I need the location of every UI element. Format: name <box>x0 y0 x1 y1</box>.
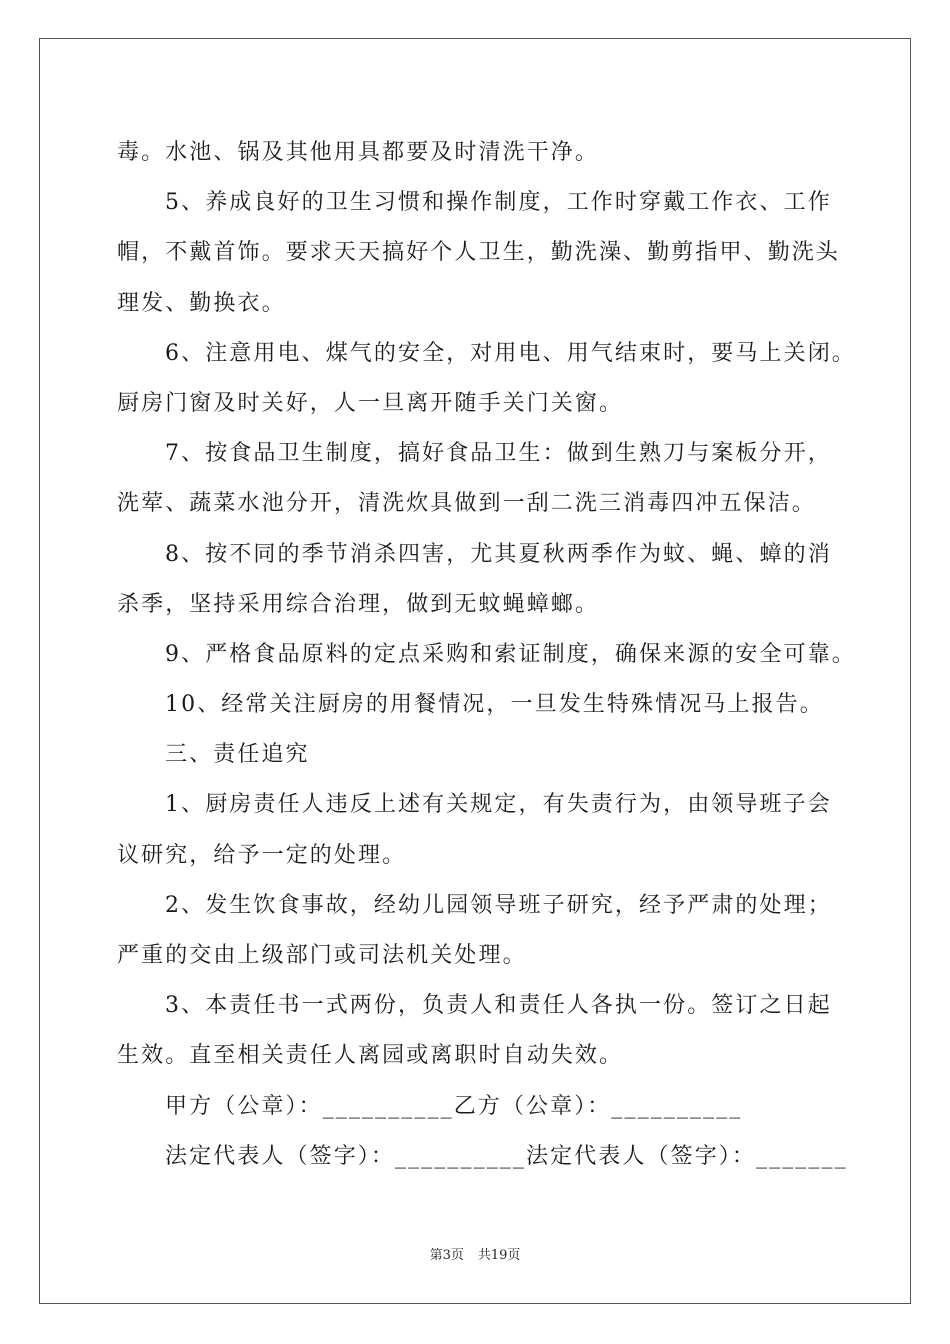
text-line: 10、经常关注厨房的用餐情况，一旦发生特殊情况马上报告。 <box>165 692 824 718</box>
text-line: 洗荤、蔬菜水池分开，清洗炊具做到一刮二洗三消毒四冲五保洁。 <box>117 491 816 517</box>
text-line: 毒。水池、锅及其他用具都要及时清洗干净。 <box>117 140 600 165</box>
page-footer <box>0 1244 950 1263</box>
text-line: 5、养成良好的卫生习惯和操作制度，工作时穿戴工作衣、工作 <box>165 190 832 216</box>
text-line: 7、按食品卫生制度，搞好食品卫生：做到生熟刀与案板分开， <box>165 441 832 467</box>
text-line: 理发、勤换衣。 <box>117 290 286 316</box>
text-line: 杀季，坚持采用综合治理，做到无蚊蝇蟑螂。 <box>117 591 600 617</box>
text-line: 生效。直至相关责任人离园或离职时自动失效。 <box>117 1043 624 1069</box>
text-line: 1、厨房责任人违反上述有关规定，有失责行为，由领导班子会 <box>165 792 832 818</box>
page-number: 第3页 <box>429 1248 464 1263</box>
text-line: 3、本责任书一式两份，负责人和责任人各执一份。签订之日起 <box>165 993 832 1019</box>
text-line: 8、按不同的季节消杀四害，尤其夏秋两季作为蚊、蝇、蟑的消 <box>165 541 832 567</box>
document-body <box>117 128 856 1182</box>
signature-line: 法定代表人（签字）：__________法定代表人（签字）：_______ <box>165 1143 848 1169</box>
text-line: 厨房门窗及时关好，人一旦离开随手关门关窗。 <box>117 390 624 416</box>
text-line: 2、发生饮食事故，经幼儿园领导班子研究，经予严肃的处理； <box>165 892 832 918</box>
text-line: 帽，不戴首饰。要求天天搞好个人卫生，勤洗澡、勤剪指甲、勤洗头 <box>117 240 841 266</box>
text-line: 严重的交由上级部门或司法机关处理。 <box>117 943 527 968</box>
text-line: 议研究，给予一定的处理。 <box>117 842 407 868</box>
seal-line: 甲方（公章）：__________乙方（公章）：__________ <box>165 1093 743 1119</box>
section-heading: 三、责任追究 <box>165 742 310 768</box>
text-line: 6、注意用电、煤气的安全，对用电、用气结束时，要马上关闭。 <box>165 340 856 366</box>
page-total: 共19页 <box>477 1248 521 1263</box>
text-line: 9、严格食品原料的定点采购和索证制度，确保来源的安全可靠。 <box>165 641 856 667</box>
